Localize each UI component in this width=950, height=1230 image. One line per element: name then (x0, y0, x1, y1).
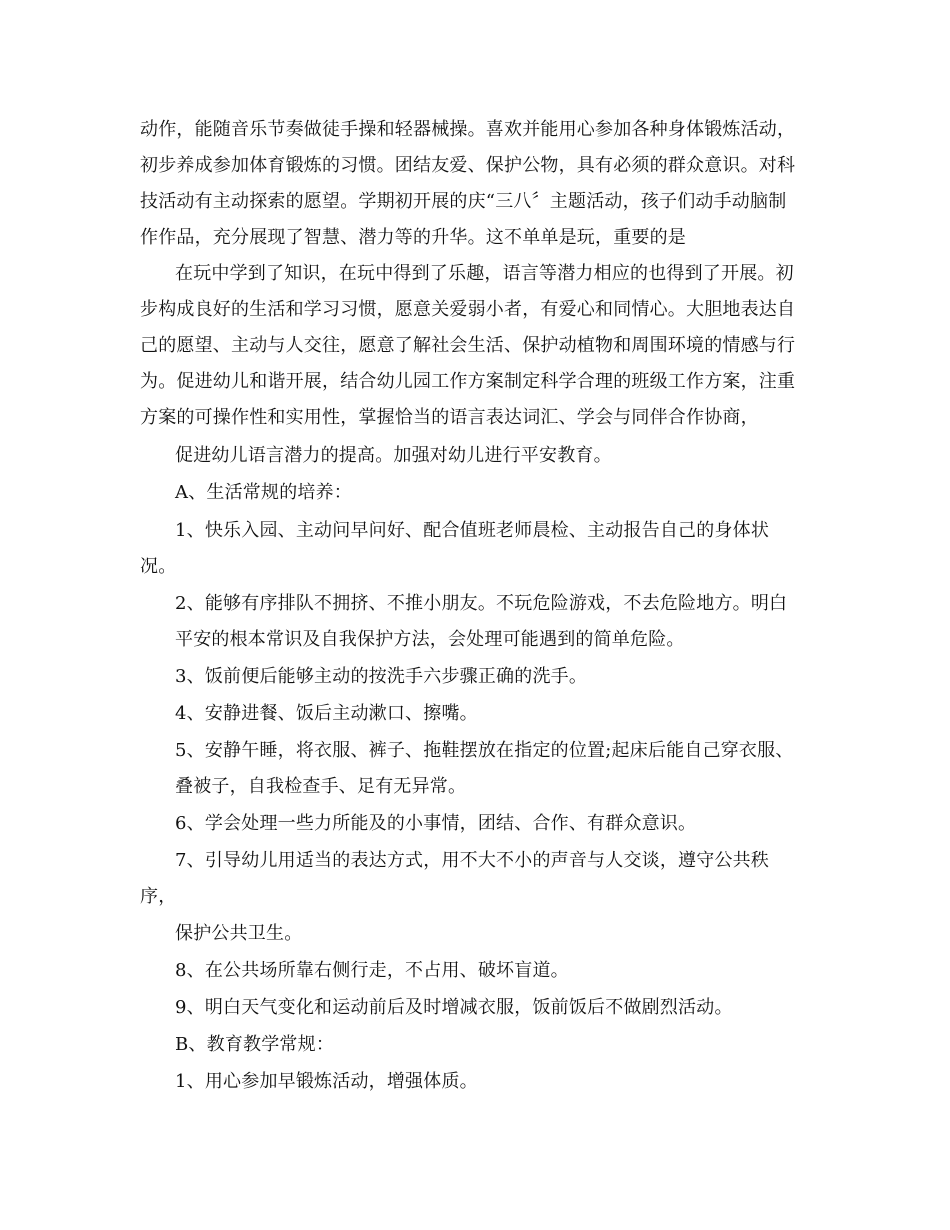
section-heading-b: B、教育教学常规： (175, 1034, 335, 1055)
text-line: 促进幼儿语言潜力的提高。加强对幼儿进行平安教育。 (175, 445, 612, 466)
list-item: 9、明白天气变化和运动前后及时增减衣服，饭前饭后不做剧烈活动。 (175, 997, 733, 1018)
text-line: 己的愿望、主动与人交往，愿意了解社会生活、保护动植物和周围环境的情感与行 (140, 335, 796, 356)
list-item-continuation: 平安的根本常识及自我保护方法，会处理可能遇到的简单危险。 (175, 629, 685, 650)
list-item: 5、安静午睡，将衣服、裤子、拖鞋摆放在指定的位置;起床后能自己穿衣服、 (175, 740, 794, 761)
list-item: 4、安静进餐、饭后主动漱口、擦嘴。 (175, 703, 478, 724)
list-item-continuation: 序， (140, 886, 177, 907)
text-line: 步构成良好的生活和学习习惯，愿意关爱弱小者，有爱心和同情心。大胆地表达自 (140, 299, 796, 320)
text-line: 为。促进幼儿和谐开展，结合幼儿园工作方案制定科学合理的班级工作方案，注重 (140, 371, 796, 392)
list-item: 7、引导幼儿用适当的表达方式，用不大不小的声音与人交谈，遵守公共秩 (175, 850, 770, 871)
list-item-continuation: 况。 (140, 556, 177, 577)
list-item: 2、能够有序排队不拥挤、不推小朋友。不玩危险游戏，不去危险地方。明白 (175, 593, 788, 614)
list-item-continuation: 保护公共卫生。 (175, 923, 303, 944)
text-line: 初步养成参加体育锻炼的习惯。团结友爱、保护公物，具有必须的群众意识。对科 (140, 155, 796, 176)
list-item: 3、饭前便后能够主动的按洗手六步骤正确的洗手。 (175, 666, 588, 687)
list-item: 8、在公共场所靠右侧行走，不占用、破坏盲道。 (175, 960, 569, 981)
list-item: 1、用心参加早锻炼活动，增强体质。 (175, 1071, 478, 1092)
list-item: 6、学会处理一些力所能及的小事情，团结、合作、有群众意识。 (175, 813, 697, 834)
list-item: 1、快乐入园、主动问早问好、配合值班老师晨检、主动报告自己的身体状 (175, 520, 770, 541)
text-line: 在玩中学到了知识，在玩中得到了乐趣，语言等潜力相应的也得到了开展。初 (175, 263, 794, 284)
text-line: 动作，能随音乐节奏做徒手操和轻器械操。喜欢并能用心参加各种身体锻炼活动， (140, 119, 796, 140)
text-line: 作作品，充分展现了智慧、潜力等的升华。这不单单是玩，重要的是 (140, 227, 686, 248)
section-heading-a: A、生活常规的培养： (175, 482, 352, 503)
list-item-continuation: 叠被子，自我检查手、足有无异常。 (175, 776, 467, 797)
text-line: 方案的可操作性和实用性，掌握恰当的语言表达词汇、学会与同伴合作协商， (140, 407, 759, 428)
text-line: 技活动有主动探索的愿望。学期初开展的庆“三八〞主题活动，孩子们动手动脑制 (140, 191, 787, 212)
